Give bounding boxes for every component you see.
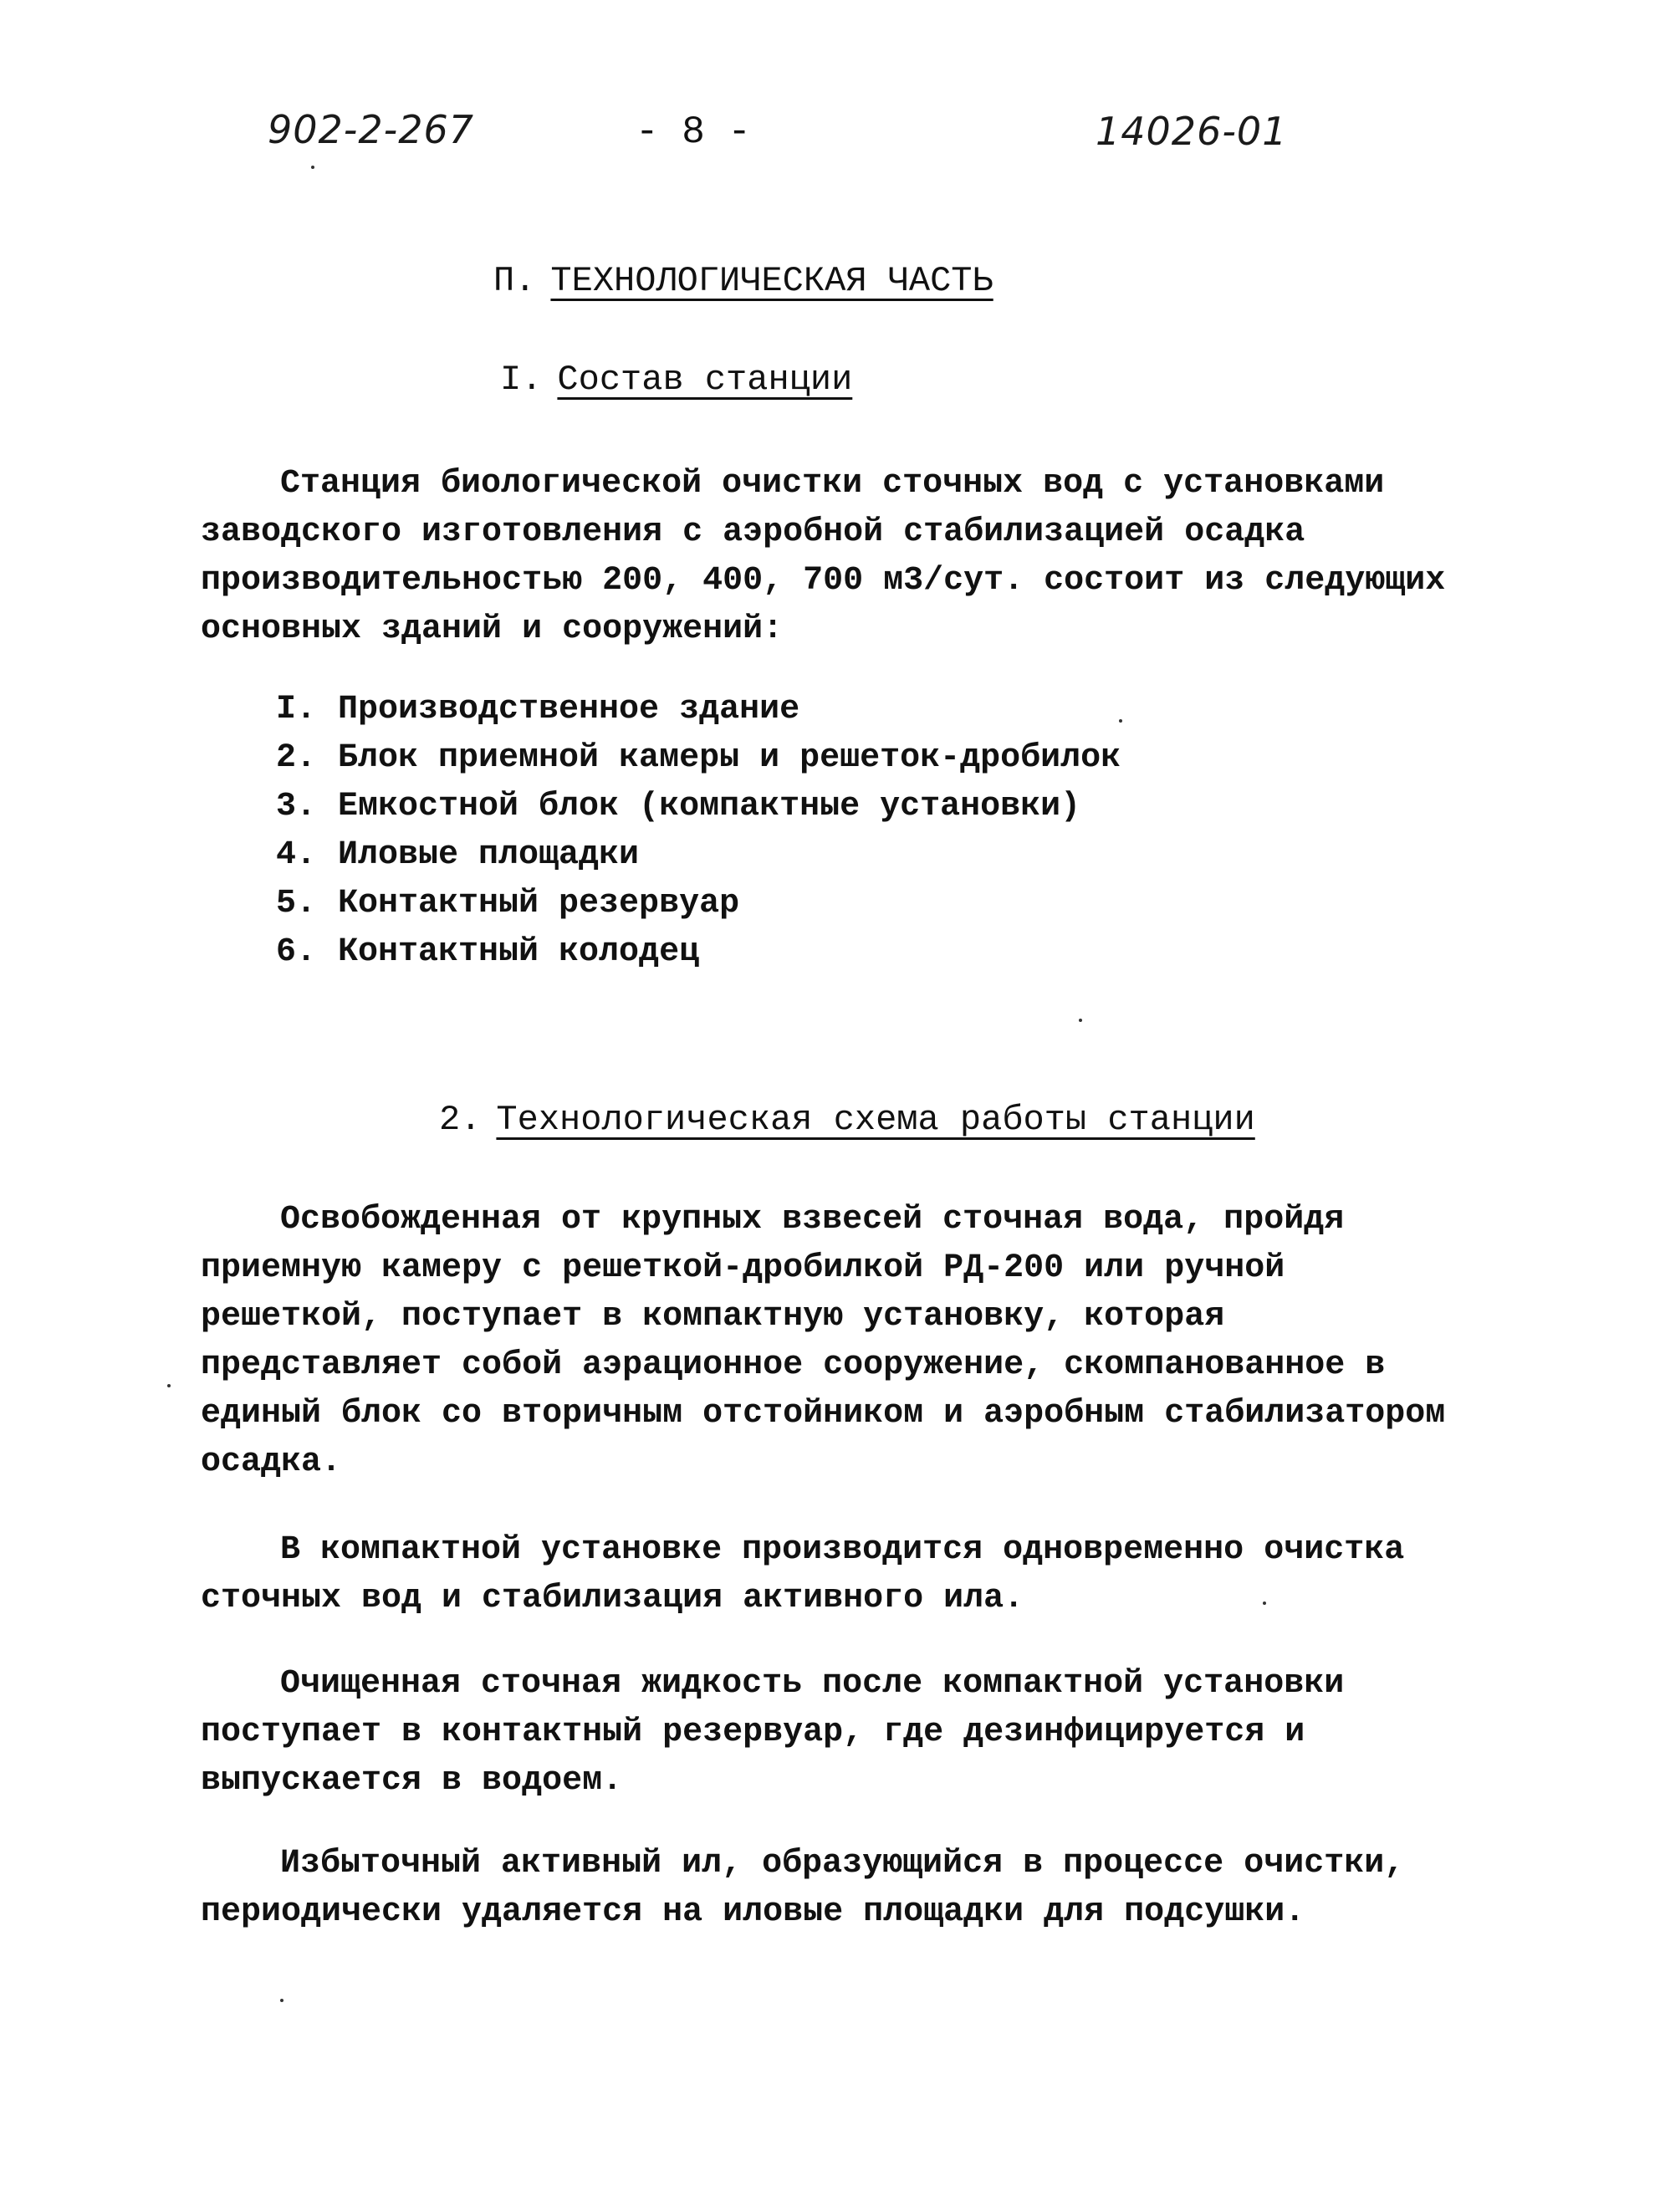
subsection-heading-composition	[500, 360, 852, 400]
scan-speck	[1263, 1602, 1266, 1605]
scan-speck	[311, 166, 314, 169]
section-title: ТЕХНОЛОГИЧЕСКАЯ ЧАСТЬ	[550, 261, 993, 301]
paragraph-2: В компактной установке производится одновременно очистка сточных вод и стабилизация активного ила.	[201, 1531, 1405, 1617]
subsection-number: 2.	[439, 1100, 482, 1140]
document-code-right: 14026-01	[1096, 109, 1288, 154]
list-item: 6. Контактный колодец	[276, 933, 700, 971]
subsection-heading-scheme	[439, 1100, 1255, 1140]
scan-speck	[1079, 1019, 1082, 1022]
list-item: I. Производственное здание	[276, 691, 800, 728]
subsection-title: Состав станции	[557, 360, 853, 400]
list-item: 5. Контактный резервуар	[276, 885, 740, 922]
list-item: 4. Иловые площадки	[276, 836, 640, 874]
paragraph-1: Освобожденная от крупных взвесей сточная вода, пройдя приемную камеру с решеткой-дробилкой РД-200 или ручной решеткой, поступает в компактную установку, которая представляет собой аэрационное сооружение, скомпанованное в единый блок со вторичным отстойником и аэробным стабилизатором осадка.	[201, 1201, 1446, 1481]
scan-speck	[1119, 719, 1122, 723]
section-heading	[493, 261, 993, 301]
list-item: 3. Емкостной блок (компактные установки)	[276, 788, 1081, 825]
paragraph-3: Очищенная сточная жидкость после компактной установки поступает в контактный резервуар, где дезинфицируется и выпускается в водоем.	[201, 1665, 1345, 1800]
subsection-number: I.	[500, 360, 543, 400]
scan-speck	[280, 1999, 283, 2002]
document-code-left: 902-2-267	[268, 107, 475, 152]
buildings-list	[276, 686, 1121, 977]
section-number: П.	[493, 261, 536, 301]
scan-speck	[167, 1384, 171, 1387]
paragraph-intro: Станция биологической очистки сточных вод с установками заводского изготовления с аэробной стабилизацией осадка производительностью 200, 400, 700 м3/сут. состоит из следующих основных зданий и сооружений:	[201, 465, 1446, 648]
list-item: 2. Блок приемной камеры и решеток-дробилок	[276, 739, 1121, 777]
paragraph-4: Избыточный активный ил, образующийся в процессе очистки, периодически удаляется на иловые площадки для подсушки.	[201, 1845, 1405, 1931]
page-number: - 8 -	[636, 110, 752, 154]
subsection-title: Технологическая схема работы станции	[496, 1100, 1255, 1140]
